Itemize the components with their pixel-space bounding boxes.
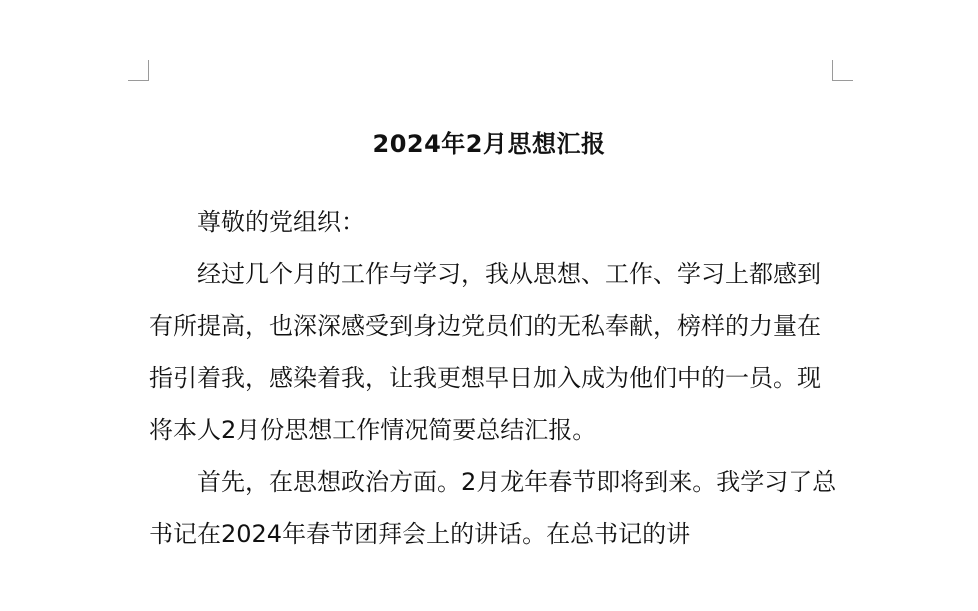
paragraph-2: 首先，在思想政治方面。2月龙年春节即将到来。我学习了总书记在2024年春节团拜会上的讲话。在总书记的讲 — [149, 468, 837, 548]
page-corner-mark-top-left — [128, 60, 149, 81]
salutation: 尊敬的党组织： — [197, 208, 365, 236]
page-corner-mark-top-right — [832, 60, 853, 81]
paragraph-1: 经过几个月的工作与学习，我从思想、工作、学习上都感到有所提高，也深深感受到身边党员们的无私奉献，榜样的力量在指引着我，感染着我，让我更想早日加入成为他们中的一员。现将本人2月份思想工作情况简要总结汇报。 — [149, 260, 821, 444]
document-title: 2024年2月思想汇报 — [372, 130, 606, 158]
document-body — [149, 196, 839, 560]
